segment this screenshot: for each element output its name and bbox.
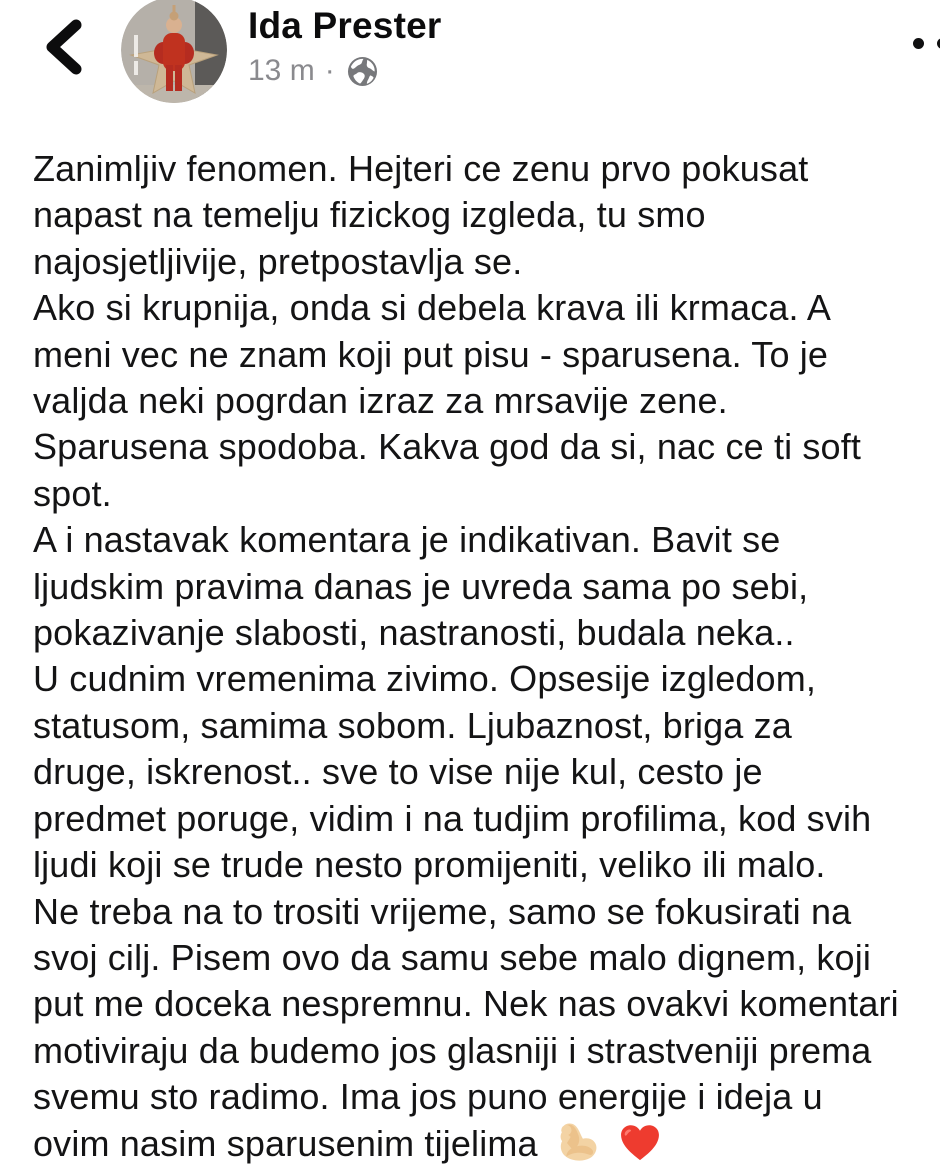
chevron-left-icon [40,17,88,80]
red-heart-emoji [618,1121,662,1165]
flexed-biceps-emoji [556,1121,600,1165]
post-header [0,0,940,110]
post-text-line: ljudi koji se trude nesto promijeniti, veliko ili malo. [33,844,826,886]
post-text-line: motiviraju da budemo jos glasniji i strastveniji prema [33,1029,872,1071]
post-body [0,110,940,1167]
header-meta [248,4,441,88]
back-button[interactable] [30,14,98,82]
dot-separator: · [324,54,335,88]
post-text-line: valjda neki pogrdan izraz za mrsavije zene. [33,380,728,422]
globe-public-icon [347,56,378,87]
post-text-line: put me doceka nespremnu. Nek nas ovakvi komentari [33,983,899,1025]
post-text-last: ovim nasim sparusenim tijelima [33,1122,538,1164]
post-text-line: spot. [33,472,112,514]
post-text-line: napast na temelju fizickog izgleda, tu smo [33,194,706,236]
more-menu-icon[interactable] [913,38,940,49]
post-text-line: U cudnim vremenima zivimo. Opsesije izgledom, [33,658,816,700]
post-text-line: ljudskim pravima danas je uvreda sama po sebi, [33,565,809,607]
post-text-line: predmet poruge, vidim i na tudjim profilima, kod svih [33,797,872,839]
post-text-line: pokazivanje slabosti, nastranosti, budala neka.. [33,612,795,654]
avatar[interactable] [121,0,227,103]
post-text [33,146,940,1121]
post-text-line: svoj cilj. Pisem ovo da samu sebe malo dignem, koji [33,936,872,978]
post-text-line: Ako si krupnija, onda si debela krava ili krmaca. A [33,287,832,329]
more-dot [913,38,924,49]
author-name[interactable]: Ida Prester [248,5,442,46]
timestamp: 13 m [248,54,315,88]
post-text-line: A i nastavak komentara je indikativan. Bavit se [33,519,781,561]
post-text-line: Ne treba na to trositi vrijeme, samo se fokusirati na [33,890,852,932]
post-text-line: najosjetljivije, pretpostavlja se. [33,240,523,282]
post-text-line [33,1121,940,1167]
post-text-line: svemu sto radimo. Ima jos puno energije i ideja u [33,1076,823,1118]
post-text-line: meni vec ne znam koji put pisu - sparusena. To je [33,333,829,375]
post-text-line: statusom, samima sobom. Ljubaznost, briga za [33,704,792,746]
post-text-line: Sparusena spodoba. Kakva god da si, nac ce ti soft [33,426,862,468]
post-meta-row [248,54,441,88]
post-text-line: Zanimljiv fenomen. Hejteri ce zenu prvo pokusat [33,148,809,189]
post-text-line: druge, iskrenost.. sve to vise nije kul, cesto je [33,751,763,793]
